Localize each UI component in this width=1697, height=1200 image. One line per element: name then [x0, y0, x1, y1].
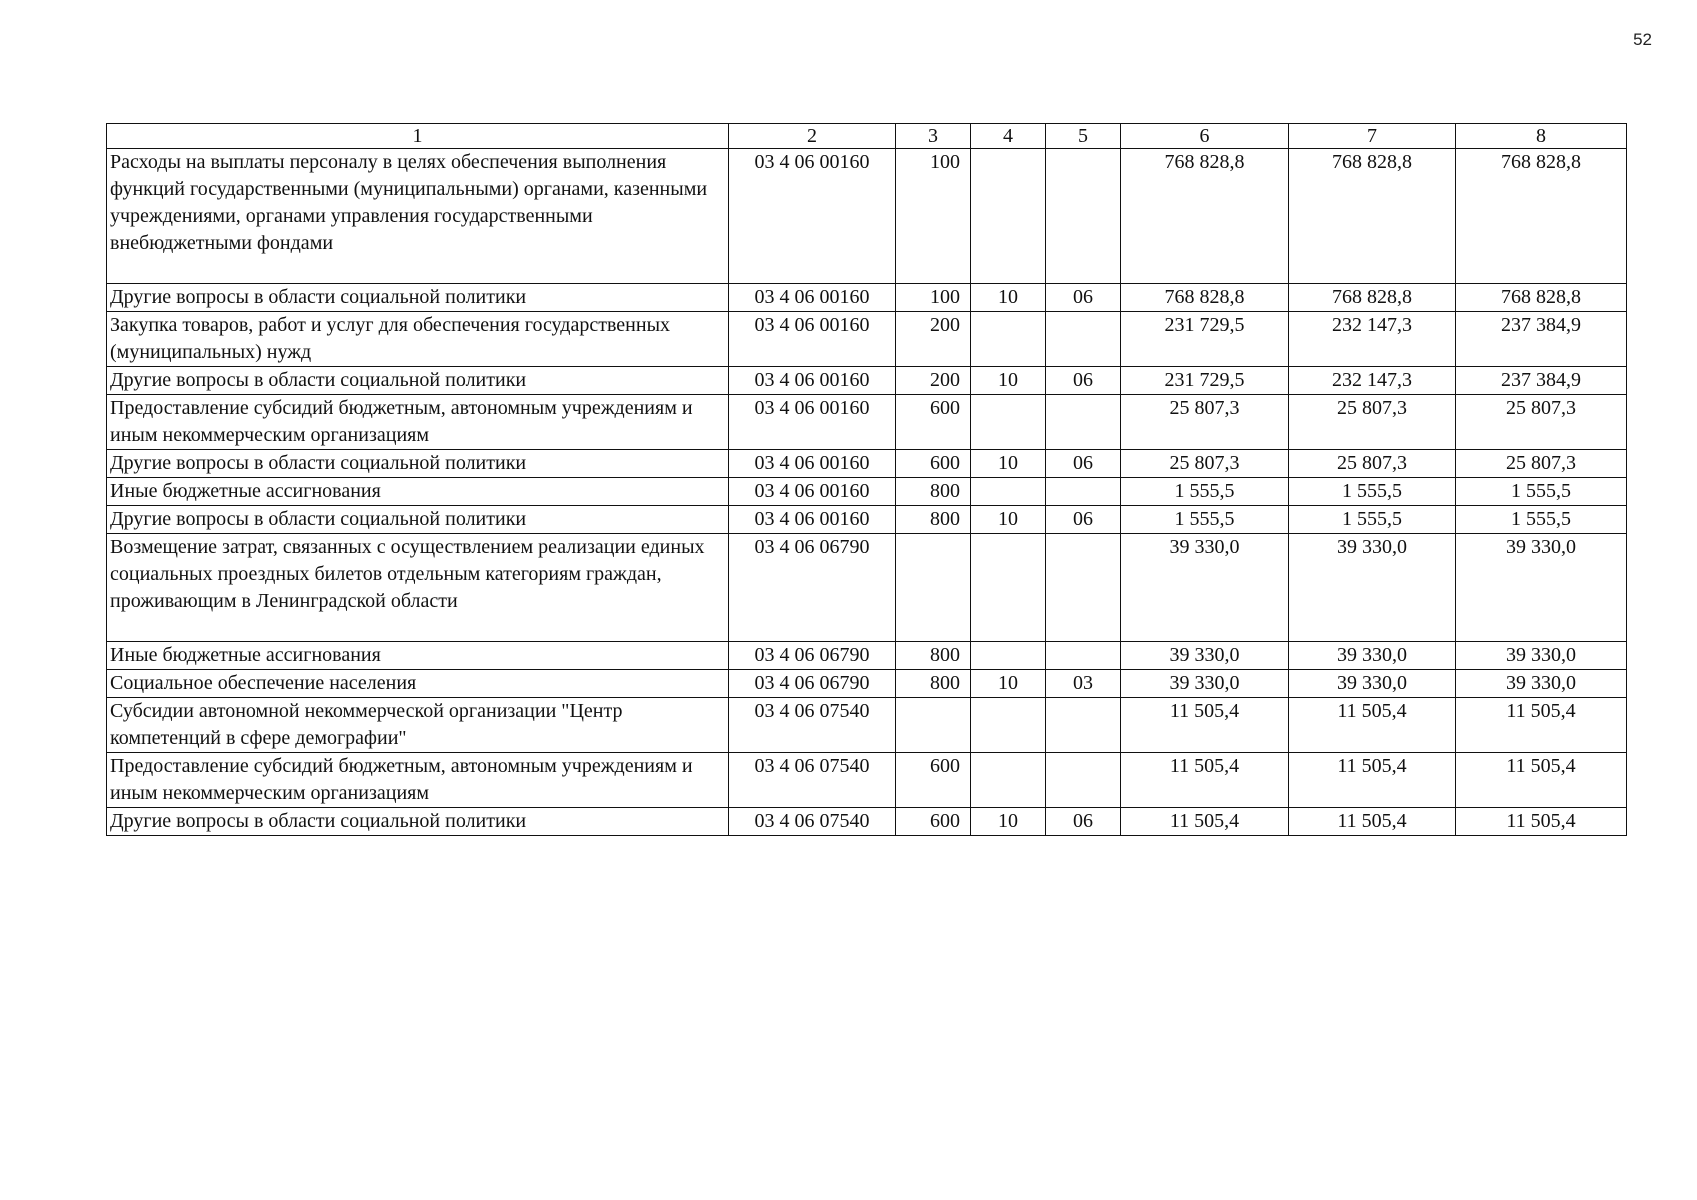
section-cell	[971, 753, 1046, 808]
subsection-cell	[1046, 395, 1121, 450]
expense-type-cell: 100	[896, 284, 971, 312]
header-cell-2: 2	[729, 124, 896, 149]
amount-col6-cell: 1 555,5	[1121, 478, 1289, 506]
expense-type-cell: 800	[896, 478, 971, 506]
amount-col8-cell: 39 330,0	[1456, 670, 1627, 698]
target-article-cell: 03 4 06 00160	[729, 506, 896, 534]
section-cell	[971, 395, 1046, 450]
table-row	[107, 284, 1627, 312]
expense-type-cell: 600	[896, 808, 971, 836]
amount-col7-cell: 11 505,4	[1289, 698, 1456, 753]
section-cell: 10	[971, 450, 1046, 478]
subsection-cell	[1046, 534, 1121, 642]
target-article-cell: 03 4 06 00160	[729, 312, 896, 367]
expense-type-cell: 200	[896, 312, 971, 367]
expense-name-cell: Расходы на выплаты персоналу в целях обеспечения выполнения функций государственными (муниципальными) органами, казенными учреждениями, органами управления государственными внебюджетными фондами	[107, 149, 729, 284]
table-row	[107, 642, 1627, 670]
subsection-cell: 06	[1046, 450, 1121, 478]
subsection-cell	[1046, 698, 1121, 753]
amount-col8-cell: 25 807,3	[1456, 395, 1627, 450]
expense-name-cell: Предоставление субсидий бюджетным, автономным учреждениям и иным некоммерческим организациям	[107, 395, 729, 450]
target-article-cell: 03 4 06 07540	[729, 698, 896, 753]
table-row	[107, 506, 1627, 534]
amount-col8-cell: 11 505,4	[1456, 753, 1627, 808]
amount-col8-cell: 768 828,8	[1456, 284, 1627, 312]
amount-col6-cell: 11 505,4	[1121, 808, 1289, 836]
table-row	[107, 753, 1627, 808]
section-cell	[971, 149, 1046, 284]
subsection-cell	[1046, 642, 1121, 670]
expense-name-cell: Другие вопросы в области социальной политики	[107, 808, 729, 836]
expense-type-cell	[896, 534, 971, 642]
section-cell	[971, 642, 1046, 670]
section-cell	[971, 478, 1046, 506]
subsection-cell	[1046, 753, 1121, 808]
table-row	[107, 670, 1627, 698]
amount-col7-cell: 25 807,3	[1289, 395, 1456, 450]
table-row	[107, 450, 1627, 478]
amount-col7-cell: 232 147,3	[1289, 367, 1456, 395]
target-article-cell: 03 4 06 06790	[729, 642, 896, 670]
amount-col7-cell: 39 330,0	[1289, 534, 1456, 642]
amount-col6-cell: 1 555,5	[1121, 506, 1289, 534]
expense-type-cell: 600	[896, 753, 971, 808]
amount-col6-cell: 231 729,5	[1121, 312, 1289, 367]
section-cell: 10	[971, 670, 1046, 698]
target-article-cell: 03 4 06 07540	[729, 753, 896, 808]
header-cell-5: 5	[1046, 124, 1121, 149]
target-article-cell: 03 4 06 00160	[729, 395, 896, 450]
amount-col7-cell: 768 828,8	[1289, 284, 1456, 312]
section-cell	[971, 534, 1046, 642]
amount-col6-cell: 11 505,4	[1121, 698, 1289, 753]
target-article-cell: 03 4 06 07540	[729, 808, 896, 836]
amount-col6-cell: 25 807,3	[1121, 450, 1289, 478]
expense-name-cell: Предоставление субсидий бюджетным, автономным учреждениям и иным некоммерческим организациям	[107, 753, 729, 808]
amount-col6-cell: 25 807,3	[1121, 395, 1289, 450]
amount-col7-cell: 232 147,3	[1289, 312, 1456, 367]
expense-name-cell: Другие вопросы в области социальной политики	[107, 367, 729, 395]
amount-col7-cell: 1 555,5	[1289, 478, 1456, 506]
amount-col6-cell: 768 828,8	[1121, 149, 1289, 284]
target-article-cell: 03 4 06 00160	[729, 367, 896, 395]
target-article-cell: 03 4 06 06790	[729, 670, 896, 698]
section-cell: 10	[971, 284, 1046, 312]
section-cell: 10	[971, 808, 1046, 836]
subsection-cell: 06	[1046, 808, 1121, 836]
amount-col7-cell: 11 505,4	[1289, 753, 1456, 808]
expense-type-cell: 200	[896, 367, 971, 395]
table-header-row	[107, 124, 1627, 149]
amount-col7-cell: 25 807,3	[1289, 450, 1456, 478]
expense-name-cell: Другие вопросы в области социальной политики	[107, 284, 729, 312]
expense-name-cell: Иные бюджетные ассигнования	[107, 478, 729, 506]
expense-name-cell: Иные бюджетные ассигнования	[107, 642, 729, 670]
target-article-cell: 03 4 06 06790	[729, 534, 896, 642]
amount-col7-cell: 1 555,5	[1289, 506, 1456, 534]
amount-col6-cell: 39 330,0	[1121, 534, 1289, 642]
header-cell-1: 1	[107, 124, 729, 149]
expense-name-cell: Возмещение затрат, связанных с осуществлением реализации единых социальных проездных билетов отдельным категориям граждан, проживающим в Ленинградской области	[107, 534, 729, 642]
subsection-cell: 06	[1046, 367, 1121, 395]
header-cell-8: 8	[1456, 124, 1627, 149]
table-row	[107, 312, 1627, 367]
expense-type-cell: 600	[896, 395, 971, 450]
section-cell: 10	[971, 506, 1046, 534]
amount-col7-cell: 768 828,8	[1289, 149, 1456, 284]
header-cell-4: 4	[971, 124, 1046, 149]
table-body	[107, 124, 1627, 836]
header-cell-7: 7	[1289, 124, 1456, 149]
table-row	[107, 534, 1627, 642]
target-article-cell: 03 4 06 00160	[729, 478, 896, 506]
amount-col8-cell: 39 330,0	[1456, 534, 1627, 642]
expense-type-cell	[896, 698, 971, 753]
subsection-cell	[1046, 312, 1121, 367]
amount-col8-cell: 25 807,3	[1456, 450, 1627, 478]
budget-table	[106, 123, 1627, 836]
amount-col7-cell: 39 330,0	[1289, 642, 1456, 670]
table-row	[107, 367, 1627, 395]
subsection-cell	[1046, 149, 1121, 284]
amount-col7-cell: 39 330,0	[1289, 670, 1456, 698]
expense-type-cell: 800	[896, 670, 971, 698]
amount-col8-cell: 1 555,5	[1456, 478, 1627, 506]
expense-name-cell: Субсидии автономной некоммерческой организации "Центр компетенций в сфере демографии"	[107, 698, 729, 753]
subsection-cell: 06	[1046, 506, 1121, 534]
target-article-cell: 03 4 06 00160	[729, 284, 896, 312]
table-row	[107, 808, 1627, 836]
expense-name-cell: Другие вопросы в области социальной политики	[107, 450, 729, 478]
amount-col8-cell: 1 555,5	[1456, 506, 1627, 534]
amount-col8-cell: 768 828,8	[1456, 149, 1627, 284]
amount-col8-cell: 237 384,9	[1456, 312, 1627, 367]
expense-type-cell: 800	[896, 642, 971, 670]
table-row	[107, 698, 1627, 753]
subsection-cell: 03	[1046, 670, 1121, 698]
page-number: 52	[1633, 30, 1652, 49]
table-row	[107, 149, 1627, 284]
header-cell-3: 3	[896, 124, 971, 149]
target-article-cell: 03 4 06 00160	[729, 149, 896, 284]
amount-col6-cell: 768 828,8	[1121, 284, 1289, 312]
subsection-cell: 06	[1046, 284, 1121, 312]
amount-col6-cell: 231 729,5	[1121, 367, 1289, 395]
table-row	[107, 478, 1627, 506]
amount-col6-cell: 39 330,0	[1121, 642, 1289, 670]
expense-name-cell: Закупка товаров, работ и услуг для обеспечения государственных (муниципальных) нужд	[107, 312, 729, 367]
target-article-cell: 03 4 06 00160	[729, 450, 896, 478]
section-cell	[971, 698, 1046, 753]
amount-col8-cell: 11 505,4	[1456, 698, 1627, 753]
amount-col8-cell: 39 330,0	[1456, 642, 1627, 670]
header-cell-6: 6	[1121, 124, 1289, 149]
amount-col8-cell: 11 505,4	[1456, 808, 1627, 836]
expense-name-cell: Другие вопросы в области социальной политики	[107, 506, 729, 534]
section-cell: 10	[971, 367, 1046, 395]
expense-type-cell: 100	[896, 149, 971, 284]
amount-col6-cell: 39 330,0	[1121, 670, 1289, 698]
amount-col7-cell: 11 505,4	[1289, 808, 1456, 836]
table-row	[107, 395, 1627, 450]
expense-type-cell: 800	[896, 506, 971, 534]
amount-col6-cell: 11 505,4	[1121, 753, 1289, 808]
expense-type-cell: 600	[896, 450, 971, 478]
expense-name-cell: Социальное обеспечение населения	[107, 670, 729, 698]
section-cell	[971, 312, 1046, 367]
subsection-cell	[1046, 478, 1121, 506]
amount-col8-cell: 237 384,9	[1456, 367, 1627, 395]
